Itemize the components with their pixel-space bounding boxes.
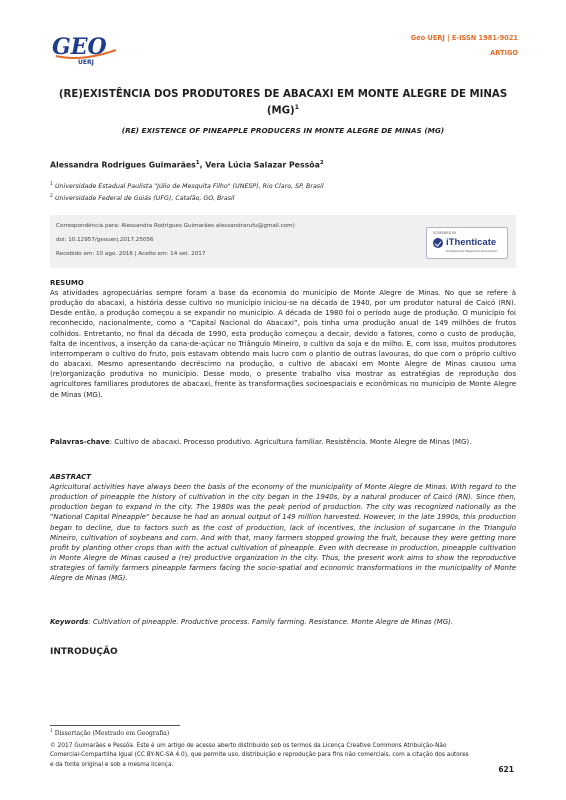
footnote-text: Dissertação (Mestrado em Geografia) bbox=[52, 730, 170, 737]
author-list bbox=[50, 160, 324, 170]
author-1: Alessandra Rodrigues Guimarães bbox=[50, 160, 196, 170]
page-number: 621 bbox=[498, 765, 514, 774]
author-separator: , bbox=[199, 160, 206, 170]
author-2-affil-mark: 2 bbox=[319, 160, 324, 166]
resumo-text: As atividades agropecuárias sempre foram a base da economia do município de Monte Alegre de Minas. No que se refere à produção do abacaxi, a história desse cultivo no município iniciou-se na década de 1940, por um produtor natural de Caicó (RN). Desde então, a produção começou a se expandir no município. A década de 1980 foi o período auge de produção. O município foi reconhecido, nacionalmente, como a “Capital Nacional do Abacaxi”, pois tinha uma produção anual de 149 milhões de frutos colhidos. Entretanto, no final da década de 1990, esta produção começou a decair, devido a fatores, como o custo de produção, falta de incentivos, a inserção da cana-de-açúcar no Triângulo Mineiro, o cultivo da soja e do milho. E, com isso, muitos produtores interromperam o cultivo do fruto, pois estavam obtendo mais lucro com o plantio de outras lavouras, do que com o próprio cultivo do abacaxi. Mesmo apresentando decréscimo na produção, o cultivo de abacaxi em Monte Alegre de Minas causou uma (re)organização produtiva no município. Desse modo, o presente trabalho visa mostrar as estratégias de reprodução dos agricultores familiares produtores de abacaxi, frente às transformações socioespaciais e econômicas no município de Monte Alegre de Minas (MG). bbox=[50, 289, 516, 399]
affiliation-2-text: Universidade Federal de Goiás (UFG), Catalão, GO, Brasil bbox=[54, 195, 235, 203]
affiliation-1 bbox=[50, 182, 324, 190]
footnote bbox=[50, 729, 169, 737]
title-line-2-text: (MG) bbox=[266, 105, 295, 117]
abstract-text: Agricultural activities have always been the basis of the economy of the municipality of Monte Alegre de Minas. With regard to the production of pineapple the history of cultivation in the city began in the 1940s, by a natural producer of Caicó (RN). Since then, production began to expand in the city. The 1980s was the peak period of production. The city was recognized nationally as the "National Capital Pineapple" because he had an annual output of 149 million harvested. However, in the late 1990s, this production began to decline, due to factors such as the cost of production, lack of incentives, the inclusion of sugarcane in the Triangulo Mineiro, cultivation of soybeans and corn. And with that, many farmers stopped growing the fruit, because they were getting more profit by planting other crops than with the actual cultivation of pineapple. Even with decrease in production, pineapple cultivation in Monte Alegre de Minas caused a (re) productive organization in the city. Thus, the present work aims to show the reproductive strategies of family farmers pineapple farmers facing the socio-spatial and economic transformations in the municipality of Monte Alegre de Minas (MG). bbox=[50, 483, 516, 583]
intro-heading: INTRODUÇÃO bbox=[50, 647, 118, 657]
dates-line: Recebido em: 10 ago. 2016 | Aceito em: 14 set. 2017 bbox=[56, 251, 206, 257]
resumo-heading: RESUMO bbox=[50, 279, 84, 287]
keywords-pt bbox=[50, 437, 516, 447]
logo-subtext: UERJ bbox=[78, 59, 94, 66]
badge-brand: iThenticate bbox=[446, 237, 497, 248]
badge-tagline: Professional Plagiarism Prevention bbox=[446, 249, 498, 253]
article-section: ARTIGO bbox=[490, 49, 518, 57]
geo-uerj-logo bbox=[50, 32, 120, 66]
title-footnote-mark[interactable]: 1 bbox=[294, 103, 300, 111]
journal-issn: Geo UERJ | E-ISSN 1981-9021 bbox=[410, 34, 518, 42]
doi-line[interactable]: doi: 10.12957/geouerj.2017.25056 bbox=[56, 237, 154, 243]
author-2: Vera Lúcia Salazar Pessôa bbox=[205, 160, 320, 170]
title-line-1: (RE)EXISTÊNCIA DOS PRODUTORES DE ABACAXI EM MONTE ALEGRE DE MINAS bbox=[58, 89, 508, 100]
keywords-en-text: : Cultivation of pineapple. Productive process. Family farming. Resistance. Monte Alegre de Minas (MG). bbox=[88, 618, 454, 626]
footnote-divider bbox=[50, 725, 180, 726]
logo-text: GEO bbox=[52, 34, 107, 60]
license-notice: © 2017 Guimarães e Pessôa. Este é um artigo de acesso aberto distribuído sob os termos da Licença Creative Commons Atribuição-Não Comercial-Compartilha Igual (CC BY-NC-SA 4.0), que permite uso, distribuição e reprodução para fins não comerciais, com a citação dos autores e da fonte original e sob a mesma licença. bbox=[50, 743, 469, 768]
keywords-en-label: Keywords bbox=[50, 618, 89, 626]
affiliation-1-text: Universidade Estadual Paulista "Júlio de Mesquita Filho" (UNESP), Rio Claro, SP, Brasil bbox=[54, 183, 324, 191]
badge-screened-by: SCREENED BY bbox=[433, 231, 457, 235]
title-line-2 bbox=[48, 101, 518, 117]
author-1-affil-mark: 1 bbox=[195, 160, 200, 166]
ithenticate-badge bbox=[426, 227, 508, 259]
abstract-heading: ABSTRACT bbox=[50, 473, 92, 481]
keywords-pt-text: : Cultivo de abacaxi. Processo produtivo. Agricultura familiar. Resistência. Monte Alegre de Minas (MG). bbox=[109, 438, 472, 446]
article-info-box bbox=[50, 215, 516, 268]
affiliation-1-mark: 1 bbox=[50, 182, 53, 187]
keywords-en bbox=[50, 617, 516, 627]
journal-header bbox=[411, 34, 518, 57]
article-subtitle: (RE) EXISTENCE OF PINEAPPLE PRODUCERS IN MONTE ALEGRE DE MINAS (MG) bbox=[121, 126, 445, 135]
footnote-mark: 1 bbox=[50, 729, 53, 734]
keywords-pt-label: Palavras-chave bbox=[50, 438, 110, 446]
check-icon bbox=[433, 238, 443, 248]
affiliation-2 bbox=[50, 194, 235, 202]
affiliation-2-mark: 2 bbox=[50, 194, 53, 199]
correspondence-line: Correspondência para: Alessandra Rodrigues Guimarães alessandrarufu@gmail.com) bbox=[56, 223, 295, 229]
article-title bbox=[48, 88, 518, 117]
